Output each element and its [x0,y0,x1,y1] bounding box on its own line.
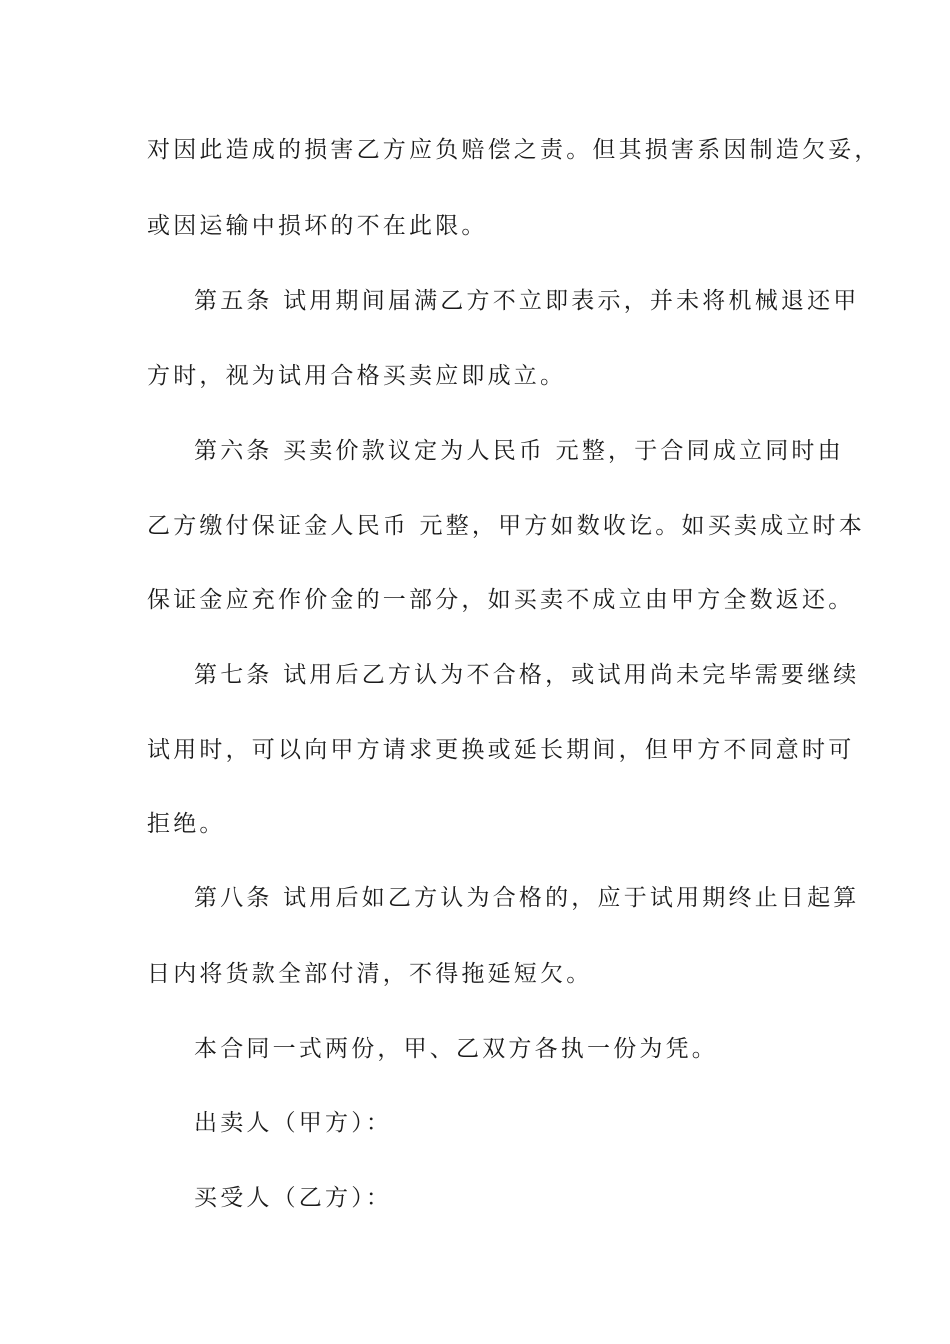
paragraph-line: 日内将货款全部付清，不得拖延短欠。 [147,961,593,987]
paragraph-line: 保证金应充作价金的一部分，如买卖不成立由甲方全数返还。 [147,587,855,613]
article-7-line: 第七条 试用后乙方认为不合格，或试用尚未完毕需要继续 [194,662,860,688]
paragraph-line: 或因运输中损坏的不在此限。 [147,213,488,239]
article-6-line: 第六条 买卖价款议定为人民币 元整，于合同成立同时由 [194,438,844,464]
paragraph-line: 试用时，可以向甲方请求更换或延长期间，但甲方不同意时可 [147,737,855,763]
copies-clause: 本合同一式两份，甲、乙双方各执一份为凭。 [194,1036,718,1062]
paragraph-line: 方时，视为试用合格买卖应即成立。 [147,363,567,389]
article-5-line: 第五条 试用期间届满乙方不立即表示，并未将机械退还甲 [194,288,860,314]
seller-signature-label: 出卖人（甲方）： [194,1110,393,1136]
paragraph-line: 对因此造成的损害乙方应负赔偿之责。但其损害系因制造欠妥， [147,137,881,163]
buyer-signature-label: 买受人（乙方）： [194,1185,393,1211]
paragraph-line: 乙方缴付保证金人民币 元整，甲方如数收讫。如买卖成立时本 [147,513,865,539]
paragraph-line: 拒绝。 [147,811,226,837]
article-8-line: 第八条 试用后如乙方认为合格的，应于试用期终止日起算 [194,885,860,911]
